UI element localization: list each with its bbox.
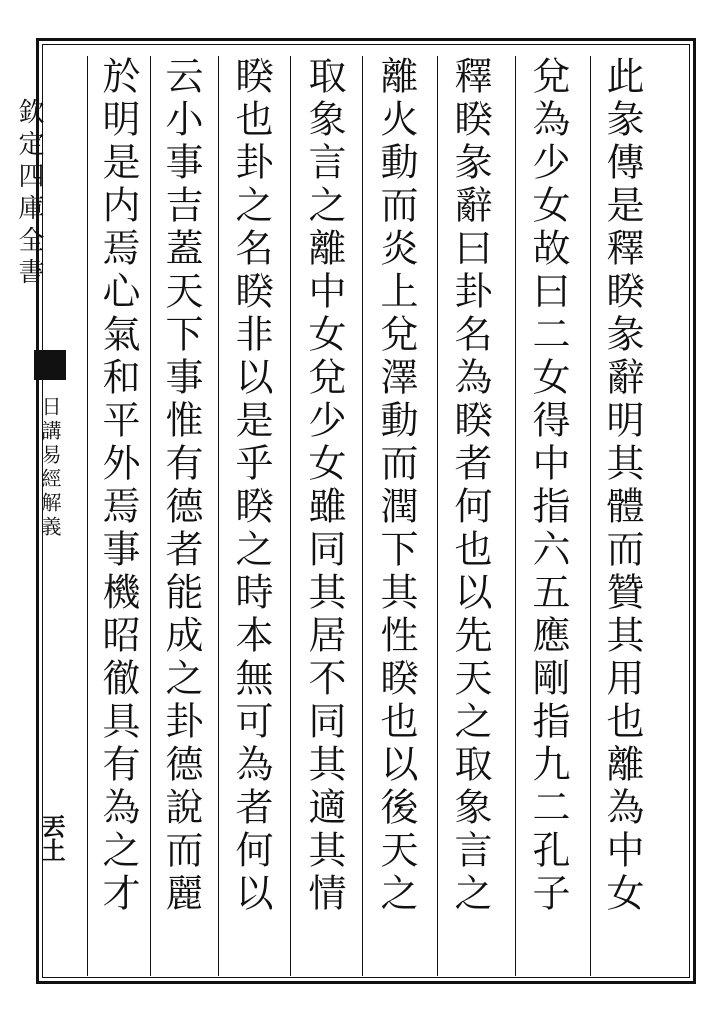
text-column-4: 離火動而炎上兌澤動而潤下其性睽也以後天之 <box>374 56 418 916</box>
column-rule <box>437 56 438 976</box>
column-rule <box>218 56 219 976</box>
column-rule <box>150 56 151 976</box>
column-rule <box>515 56 516 976</box>
column-rule <box>590 56 591 976</box>
column-rule <box>290 56 291 976</box>
folio-number: 丟土 <box>37 814 66 862</box>
collection-title: 欽定四庫全書 <box>14 98 44 290</box>
book-title: 日講易經解義 <box>38 396 62 540</box>
text-column-8: 於明是内焉心氣和平外焉事機昭徹具有為之才 <box>96 56 140 916</box>
column-rule <box>87 56 88 976</box>
text-column-3: 釋睽彖辭曰卦名為睽者何也以先天之取象言之 <box>448 56 492 916</box>
text-column-1: 此彖傳是釋睽彖辭明其體而贊其用也離為中女 <box>600 56 644 916</box>
text-column-2: 兌為少女故曰二女得中指六五應剛指九二孔子 <box>526 56 570 916</box>
column-rule <box>362 56 363 976</box>
fish-tail-mark <box>34 350 66 380</box>
text-column-6: 睽也卦之名睽非以是乎睽之時本無可為者何以 <box>229 56 273 916</box>
text-column-7: 云小事吉蓋天下事惟有德者能成之卦德說而麗 <box>159 56 203 916</box>
margin-strip <box>0 38 72 984</box>
text-column-5: 取象言之離中女兌少女雖同其居不同其適其情 <box>302 56 346 916</box>
